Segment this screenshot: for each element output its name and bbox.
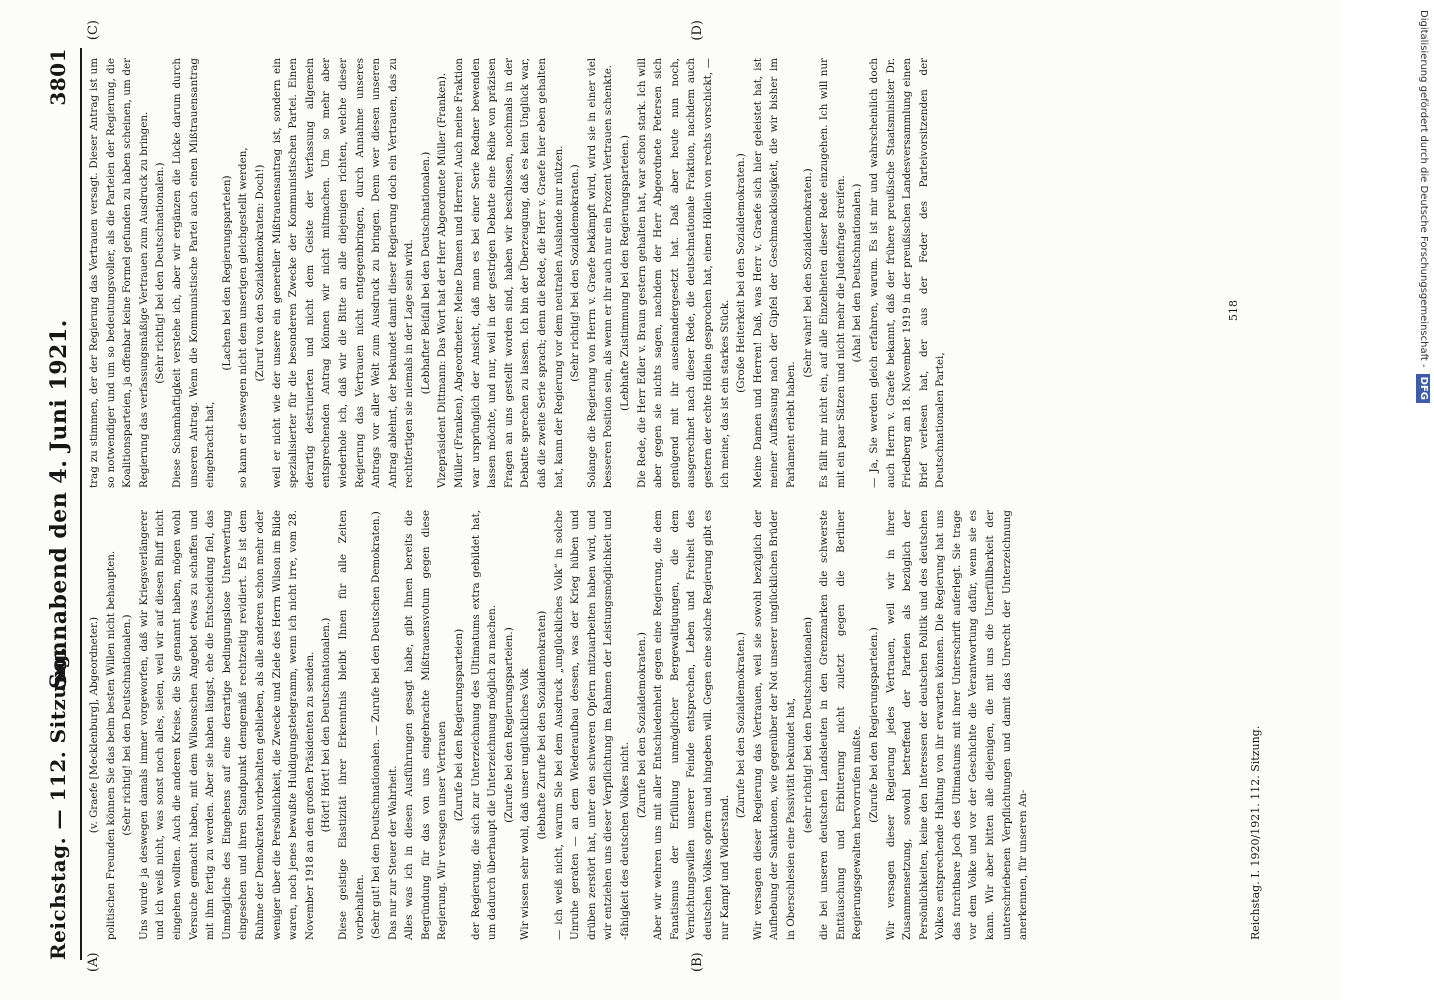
paragraph: (Zurufe bei den Regierungsparteien.) [502,627,515,823]
paragraph: (Sehr wahr! bei den Sozialdemokraten.) [801,168,814,378]
margin-mark-a: (A) [86,952,101,972]
paragraph: (Sehr richtig! bei den Sozialdemokraten.) [569,164,582,382]
paragraph: Diese Schamhaftigkeit verstehe ich, aber wir ergänzen die Lücke darum durch unseren Antrag. Wenn die Kommunistische Partei auch einen Mißtrauensantrag eingebracht hat, [170,58,217,488]
dfg-logo: DFG [1416,374,1430,403]
paragraph: trag zu stimmen, der der Regierung das Vertrauen versagt. Dieser Antrag ist um so notwendiger und um so bedeutungsvoller, als die Parteien der Regierung, die Koalitionsparteien, ja offenbar keine Formel gefunden zu haben scheinen, um der Regierung das verfassungsmäßige Vertrauen zum Ausdruck zu bringen. [88,58,150,488]
header-left: Reichstag. — 112. Sitzung. [46,646,70,960]
header-page-number: 3801 [46,48,70,106]
paragraph: (Sehr gut! bei den Deutschnationalen. — Zurufe bei den Deutschen Demokraten.) [370,511,383,939]
paragraph: (v. Graefe [Mecklenburg], Abgeordneter.) [88,616,100,834]
margin-mark-c: (C) [86,20,101,41]
paragraph: (Große Heiterkeit bei den Sozialdemokraten.) [735,153,748,393]
sheet-number: 518 [1227,300,1240,321]
text-column-right [86,58,949,488]
paragraph: (Lebhafte Zustimmung bei den Regierungsparteien.) [619,135,631,411]
paragraph: Wir versagen dieser Regierung das Vertrauen, weil sie sowohl bezüglich der Aufhebung der Sanktionen, wie gegenüber der Not unserer unglücklichen Brüder in Oberschlesien eine Passivität bekundet hat, [751,510,797,940]
paragraph: (lebhafte Zurufe bei den Sozialdemokraten) [536,610,549,840]
paragraph: (Zurufe bei den Regierungsparteien.) [867,627,880,823]
paragraph: der Regierung, die sich zur Unterzeichnung des Ultimatums extra gebildet hat, um dadurch überhaupt die Unterzeichnung möglich zu machen. [469,510,499,940]
page-header [34,48,82,960]
paragraph: (Zurufe bei den Regierungsparteien) [453,628,466,822]
paragraph: — Ja, Sie werden gleich erfahren, warum. Es ist mir und wahrscheinlich doch auch Herrn v. Graefe bekannt, daß der frühere preußische Staatsminister Dr. Friedberg am 18. November 1919 in der preußischen Landesversammlung einen Brief verlesen hat, der aus der Feder des Parteivorsitzenden der Deutschnationalen Partei, [867,58,947,488]
paragraph: (Sehr richtig! bei den Deutschnationalen.) [154,162,167,384]
paragraph: Die Rede, die Herr Edler v. Braun gestern gehalten hat, war schon stark. Ich will aber gegen sie nichts sagen, nachdem der Herr Abgeordnete Petersen sich genügend mit ihr auseinandergesetzt hat. Daß aber heute nun noch, ausgerechnet nach dieser Rede, die deutschnationale Fraktion, nachdem auch gestern der echte Höllein gesprochen hat, einen Höllein von rechts vorschickt, — ich meine, das ist ein starkes Stück. [635,58,731,488]
page-footer: Reichstag. I. 1920/1921. 112. Sitzung. [1249,725,1262,940]
digitization-text: Digitalisierung gefördert durch die Deutsche Forschungsgemeinschaft - [1418,10,1429,368]
paragraph: Alles was ich in diesen Ausführungen gesagt habe, gibt Ihnen bereits die Begründung für das von uns eingebrachte Mißtrauensvotum gegen diese Regierung. Wir versagen unser Vertrauen [403,510,449,940]
paragraph: Aber wir wehren uns mit aller Entschiedenheit gegen eine Regierung, die dem Fanatismus der Erfüllung unmöglicher Bergewaltigungen, die dem Vernichtungswillen unserer Feinde entsprechen, Leben und Freiheit des deutschen Volkes opfern und hingeben will. Gegen eine solche Regierung gibt es nur Kampf und Widerstand. [652,510,731,940]
paragraph: (Lachen bei den Regierungsparteien) [220,175,233,371]
paragraph: (Hört! Hört! bei den Deutschnationalen.) [320,617,333,833]
paragraph: Solange die Regierung von Herrn v. Graefe bekämpft wird, wird sie in einer viel besseren Position sein, als wenn er ihr auch nur ein Prozent Vertrauen schenkte. [585,58,615,488]
paragraph: Das nur zur Steuer der Wahrheit. [386,765,399,940]
paragraph: — ich weiß nicht, warum Sie bei dem Ausdruck „unglückliches Volk“ in solche Unruhe geraten — an dem Wiederaufbau dessen, was der Krieg hüben und drüben zerstört hat, unter den schweren Opfern mitzuarbeiten haben wird, und wir entziehen uns dieser Verpflichtung im Rahmen der Leistungsmöglichkeit und -fähigkeit des deutschen Volkes nicht. [552,510,631,940]
text-column-left [86,510,1032,940]
paragraph: (Zurufe bei den Sozialdemokraten.) [635,632,648,818]
paragraph: Müller (Franken), Abgeordneter: Meine Damen und Herren! Auch meine Fraktion war ursprünglich der Ansicht, daß man es bei einer Serie Redner bewenden lassen möchte, und nur, weil in der gestrigen Debatte eine Reihe von präzisen Fragen an uns gestellt worden sind, haben wir beschlossen, nochmals in der Debatte sprechen zu lassen. Ich bin der Überzeugung, daß es kein Unglück war, daß die zweite Serie sprach; denn die Rede, die Herr v. Graefe hier eben gehalten hat, kann der Regierung vor dem neutralen Auslande nur nützen. [453,58,565,488]
margin-mark-d: (D) [690,20,705,41]
digitization-note [1416,10,1430,990]
paragraph: Diese geistige Elastizität ihrer Erkenntnis bleibt Ihnen für alle Zeiten vorbehalten. [336,510,366,940]
paragraph: (Lebhafter Beifall bei den Deutschnationalen.) [419,151,432,395]
paragraph: Wir wissen sehr wohl, daß unser unglückliches Volk [519,668,532,940]
paragraph: (Sehr richtig! bei den Deutschnationalen.) [121,614,134,836]
paragraph: die bei unseren deutschen Landsleuten in den Grenzmarken die schwerste Enttäuschung und Erbitterung nicht zuletzt gegen die Berliner Regierungsgewalten hervorrufen mußte. [818,510,864,940]
paragraph: politischen Freunden können Sie das beim besten Willen nicht behaupten. [104,550,117,940]
paragraph: (Zurufe bei den Sozialdemokraten.) [735,632,748,818]
paragraph: Es fällt mir nicht ein, auf alle Einzelheiten dieser Rede einzugehen. Ich will nur mit ein paar Sätzen und nicht mehr die Judenfrage streifen. [818,58,847,488]
paragraph: Meine Damen und Herren! Daß, was Herr v. Graefe sich hier geleistet hat, ist meiner Auffassung nach der Gipfel der Geschmacklosigkeit, die wir bisher im Parlament erlebt haben. [751,58,797,488]
paragraph: (Zuruf von den Sozialdemokraten: Doch!) [253,164,266,382]
paragraph: Uns wurde ja deswegen damals immer vorgeworfen, daß wir Kriegsverlängerer und ich weiß nicht, was sonst noch alles, seien, weil wir auf diesen Bluff nicht eingehen wollten. Auch die anderen Kreise, die Sie genannt haben, mögen wohl Versuche gemacht haben, mit dem Wilsonschen Angebot etwas zu schaffen und mit ihm fertig zu werden. Aber sie haben längst, ehe die Entscheidung fiel, das Unmögliche des Eingehens auf eine derartige bedingungslose Unterwerfung eingesehen und ihren Standpunkt demgemäß rechtzeitig revidiert. Es ist dem Ruhme der Demokraten vorbehalten geblieben, als alle anderen schon mehr oder weniger über die Persönlichkeit, die Zwecke und Ziele des Herrn Wilson im Bilde waren, noch jenes bewußte Huldigungstelegramm, wenn ich nicht irre, vom 28. November 1918 an den großen Präsidenten zu senden. [137,510,316,940]
paragraph: (sehr richtig! bei den Deutschnationalen) [801,616,814,834]
paragraph: Wir versagen dieser Regierung jedes Vertrauen, weil wir in ihrer Zusammensetzung, sowohl betreffend der Parteien als bezüglich der Persönlichkeiten, keine den Interessen der deutschen Politik und des deutschen Volkes entsprechende Haltung von ihr erwarten können. Die Regierung hat uns das furchtbare Joch des Ultimatums mit ihrer Unterschrift auferlegt. Sie trage vor dem Volke und vor der Geschichte die Verantwortung dafür, wenn sie es kann. Wir aber bitten alle diejenigen, die mit uns die Unerfüllbarkeit der unterschriebenen Verpflichtungen und damit das Unrecht der Unterzeichnung anerkennen, für unseren An- [884,510,1030,940]
header-date: Sonnabend den 4. Juni 1921. [46,319,72,689]
paragraph: weil er nicht wie der unsere ein genereller Mißtrauensantrag ist, sondern ein spezialisierter für die besonderen Zwecke der Kommunistischen Partei. Einen derartig destruierten und nicht dem Geiste der Verfassung allgemein entsprechenden Antrag können wir nicht mitmachen. Um so mehr aber wiederhole ich, daß wir die Bitte an alle diejenigen richten, welche dieser Regierung das Vertrauen nicht entgegenbringen, durch Annahme unseres Antrags vor aller Welt zum Ausdruck zu bringen. Denn wer diesen unseren Antrag ablehnt, der bekundet damit dieser Regierung doch ein Vertrauen, das zu rechtfertigen sie niemals in der Lage sein wird. [270,58,416,488]
paragraph: (Aha! bei den Deutschnationalen.) [851,183,864,363]
paragraph: so kann er deswegen nicht dem unserigen gleichgestellt werden, [237,147,250,488]
paragraph: Vizepräsident Dittmann: Das Wort hat der Herr Abgeordnete Müller (Franken). [436,72,449,488]
margin-mark-b: (B) [690,952,705,972]
